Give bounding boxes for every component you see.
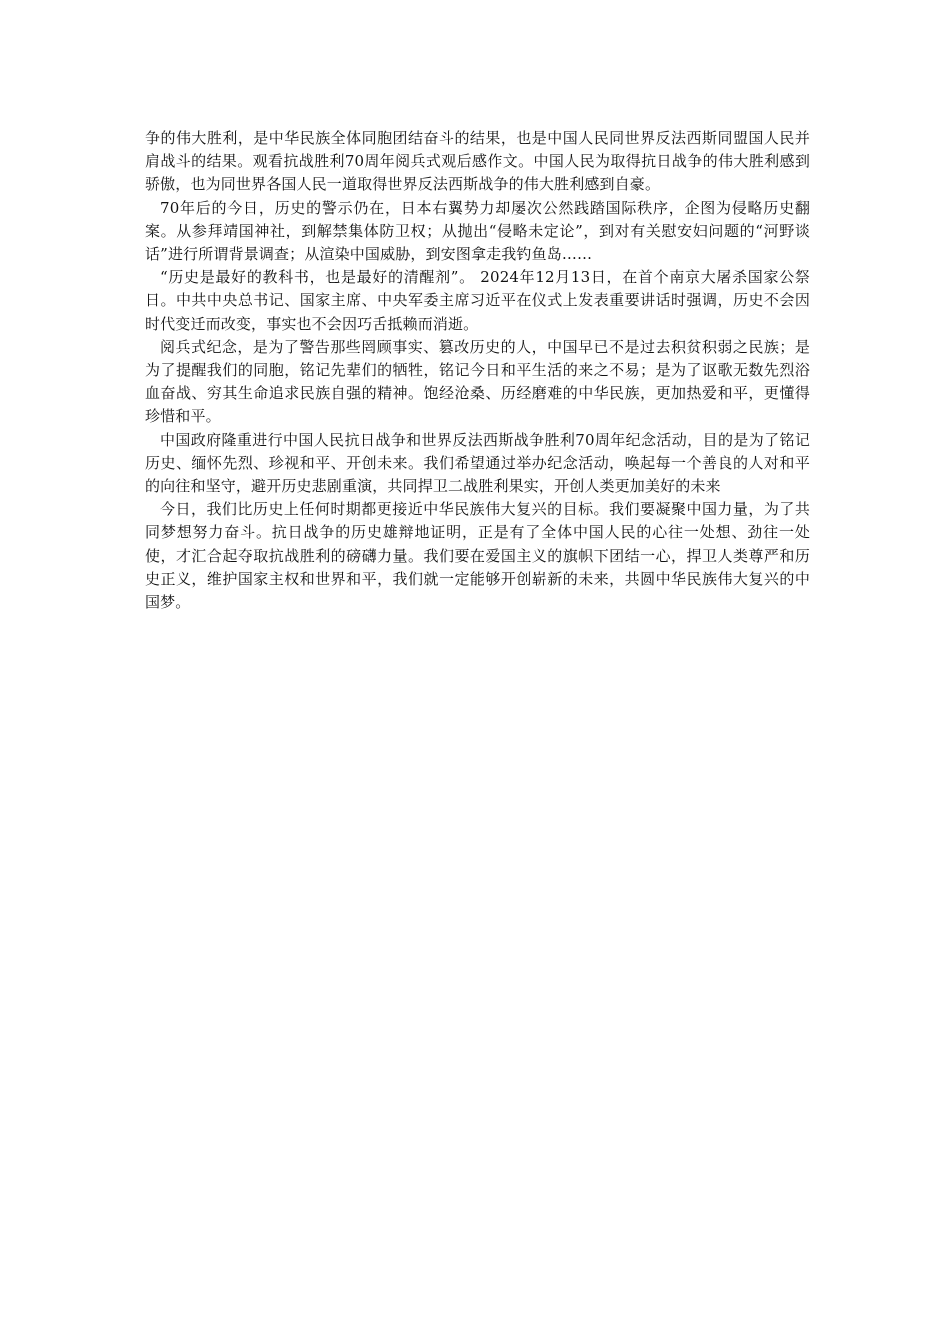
- paragraph-6: 今日，我们比历史上任何时期都更接近中华民族伟大复兴的目标。我们要凝聚中国力量，为了共同梦想努力奋斗。抗日战争的历史雄辩地证明，正是有了全体中国人民的心往一处想、劲往一处使，才汇合起夺取抗战胜利的磅礴力量。我们要在爱国主义的旗帜下团结一心，捍卫人类尊严和历史正义，维护国家主权和世界和平，我们就一定能够开创崭新的未来，共圆中华民族伟大复兴的中国梦。: [145, 500, 810, 612]
- paragraph-4: 阅兵式纪念，是为了警告那些罔顾事实、篡改历史的人，中国早已不是过去积贫积弱之民族；是为了提醒我们的同胞，铭记先辈们的牺牲，铭记今日和平生活的来之不易；是为了讴歌无数先烈浴血奋战、穷其生命追求民族自强的精神。饱经沧桑、历经磨难的中华民族，更加热爱和平，更懂得珍惜和平。: [145, 337, 810, 426]
- document-body: [145, 127, 810, 614]
- paragraph-2: 70年后的今日，历史的警示仍在，日本右翼势力却屡次公然践踏国际秩序，企图为侵略历史翻案。从参拜靖国神社，到解禁集体防卫权；从抛出“侵略未定论”，到对有关慰安妇问题的“河野谈话”进行所谓背景调查；从渲染中国威胁，到安图拿走我钓鱼岛……: [145, 198, 810, 264]
- paragraph-1: 争的伟大胜利，是中华民族全体同胞团结奋斗的结果，也是中国人民同世界反法西斯同盟国人民并肩战斗的结果。观看抗战胜利70周年阅兵式观后感作文。中国人民为取得抗日战争的伟大胜利感到骄傲，也为同世界各国人民一道取得世界反法西斯战争的伟大胜利感到自豪。: [145, 129, 810, 194]
- paragraph-5: 中国政府隆重进行中国人民抗日战争和世界反法西斯战争胜利70周年纪念活动，目的是为了铭记历史、缅怀先烈、珍视和平、开创未来。我们希望通过举办纪念活动，唤起每一个善良的人对和平的向往和坚守，避开历史悲剧重演，共同捍卫二战胜利果实，开创人类更加美好的未来: [145, 430, 810, 496]
- paragraph-3: “历史是最好的教科书，也是最好的清醒剂”。 2024年12月13日，在首个南京大屠杀国家公祭日。中共中央总书记、国家主席、中央军委主席习近平在仪式上发表重要讲话时强调，历史不会因时代变迁而改变，事实也不会因巧舌抵赖而消逝。: [145, 268, 810, 333]
